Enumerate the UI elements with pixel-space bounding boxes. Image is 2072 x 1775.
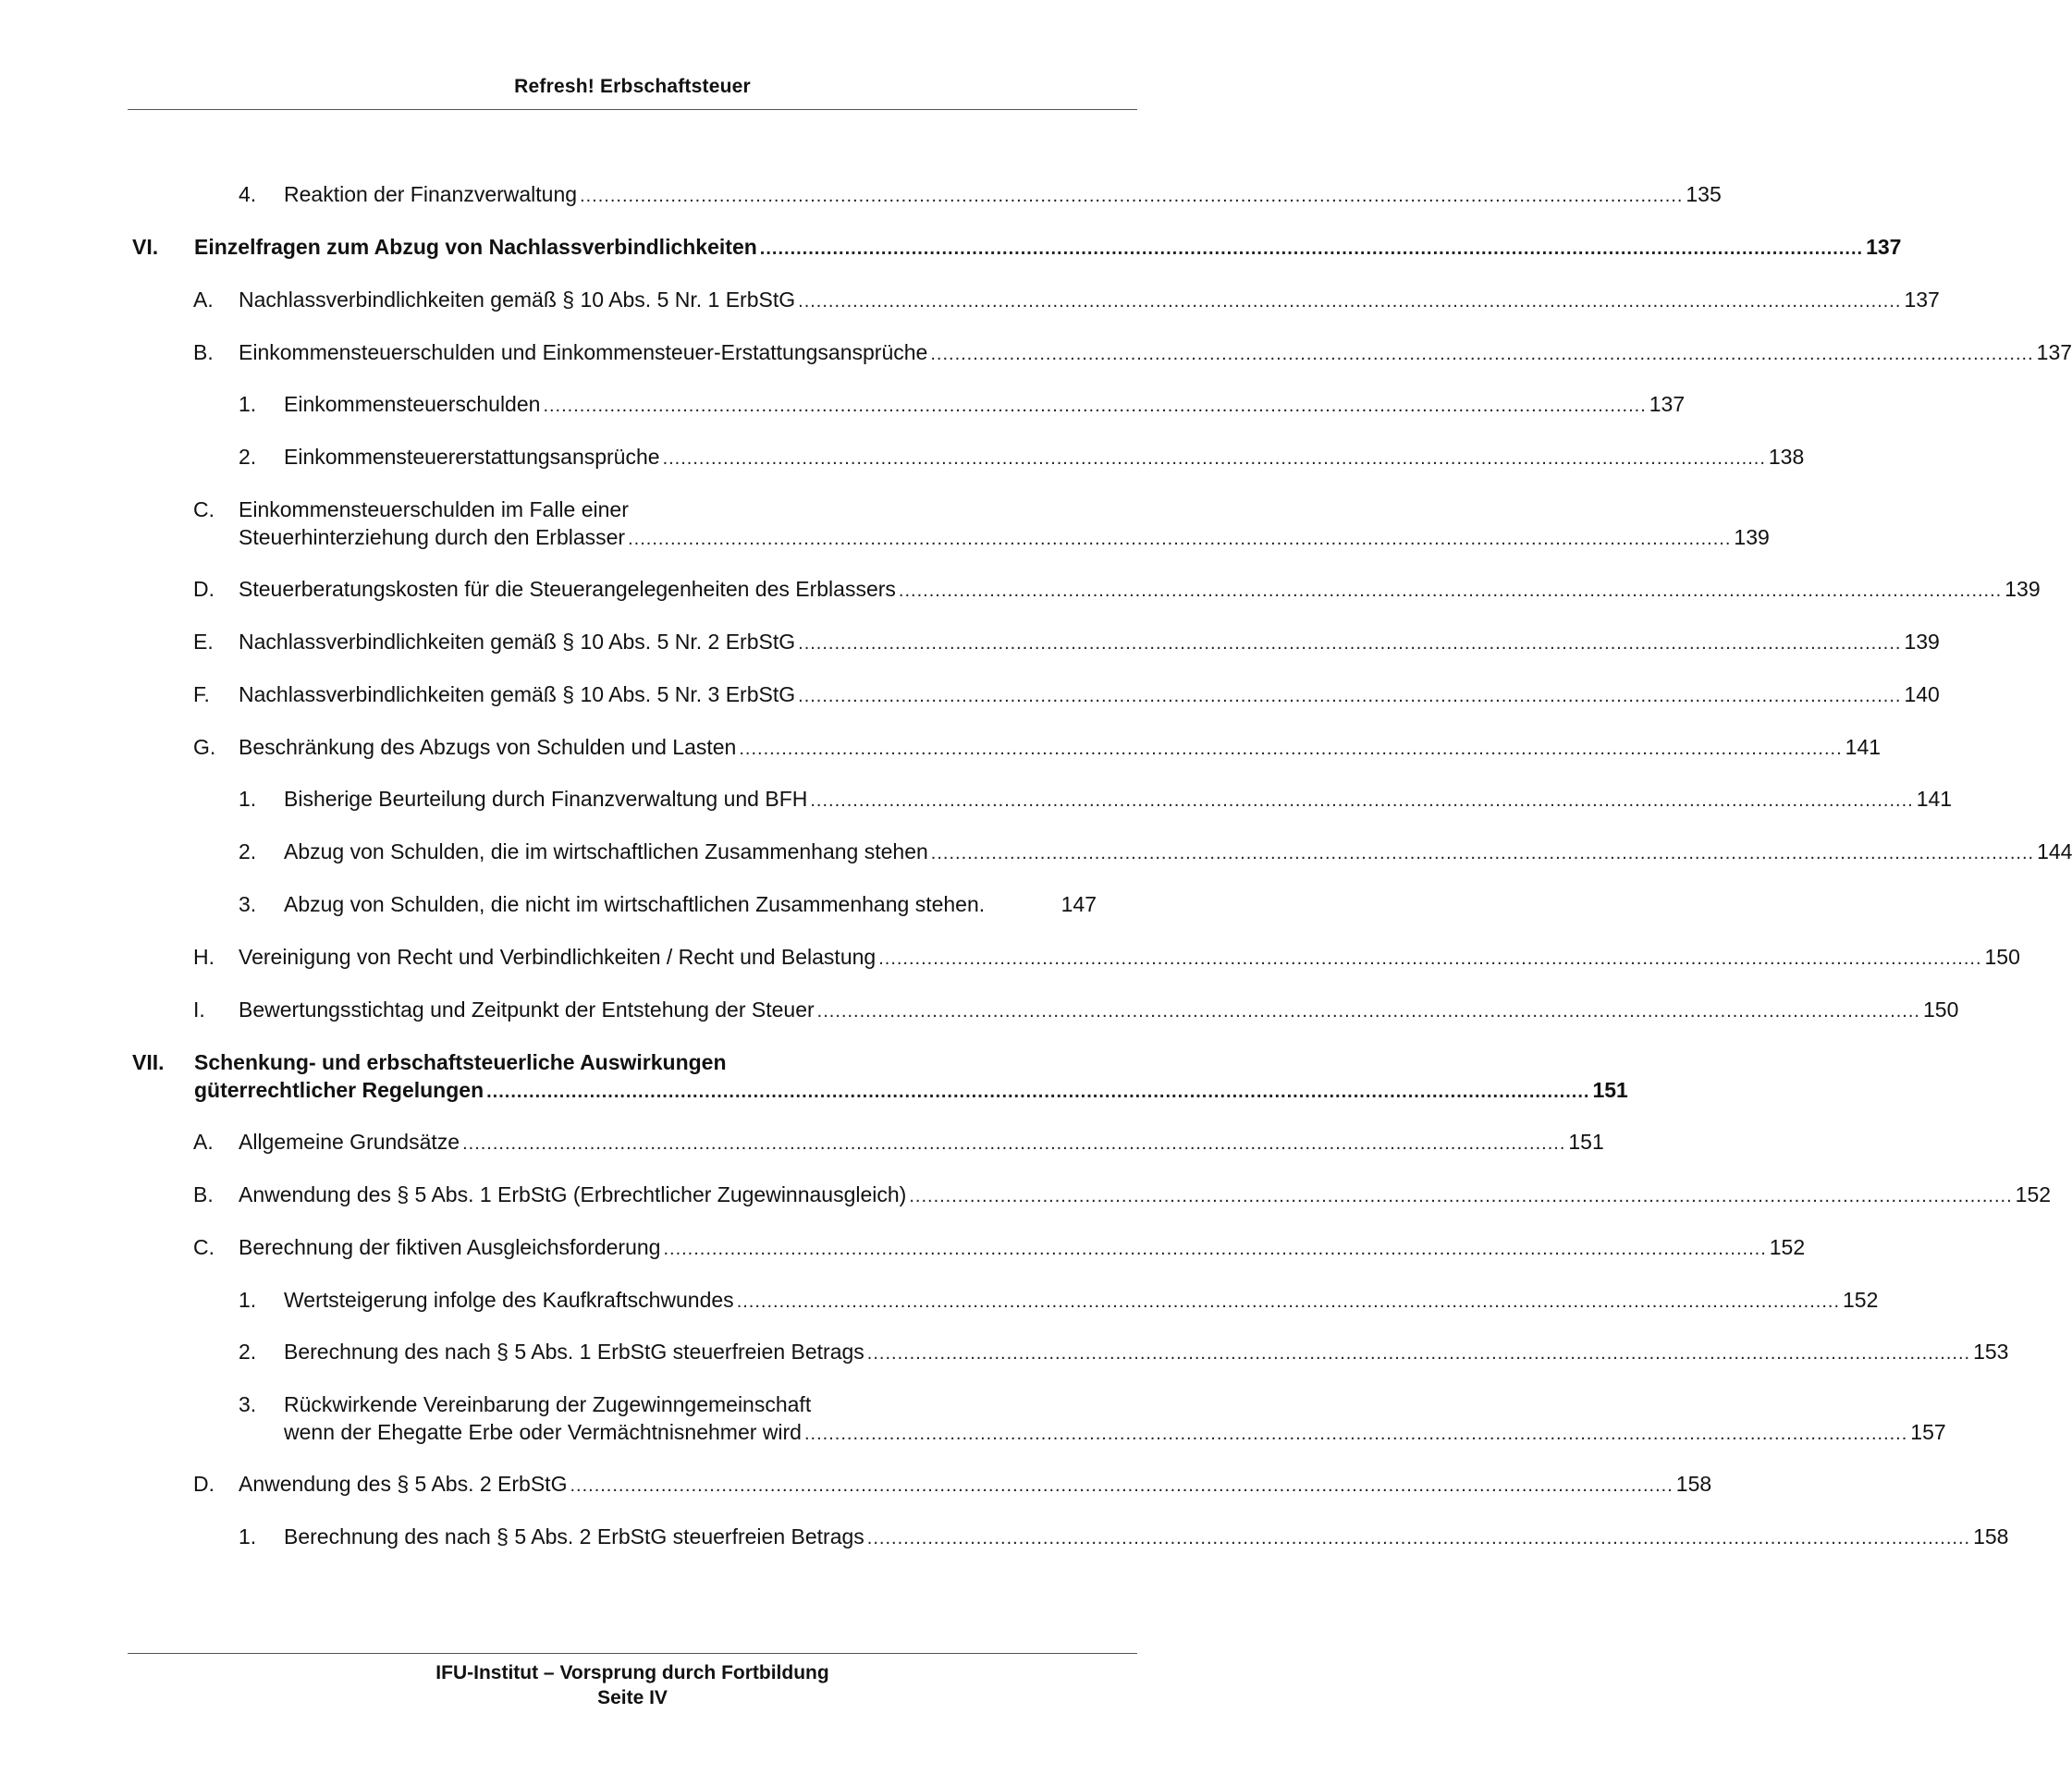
footer-institute: IFU-Institut – Vorsprung durch Fortbildung xyxy=(435,1662,829,1683)
toc-leader-dots: ...................................................................................................................................................................................... xyxy=(878,949,1982,969)
toc-entry-number: 2. xyxy=(239,1340,257,1364)
toc-entry-number: F. xyxy=(193,682,210,706)
toc-entry[interactable] xyxy=(239,443,1805,471)
toc-entry-number: VI. xyxy=(132,235,159,259)
toc-leader-dots: ...................................................................................................................................................................................... xyxy=(930,843,2035,863)
toc-entry-title: Einkommensteuerschulden und Einkommensteuer-Erstattungsansprüche xyxy=(239,340,928,364)
toc-entry-title: Berechnung der fiktiven Ausgleichsforderung xyxy=(239,1235,661,1259)
toc-leader-dots: ...................................................................................................................................................................................... xyxy=(628,529,1732,549)
toc-entry-page: 137 xyxy=(1866,235,1902,259)
toc-entry-title: Allgemeine Grundsätze xyxy=(239,1130,460,1154)
toc-entry-title: Berechnung des nach § 5 Abs. 1 ErbStG steuerfreien Betrags xyxy=(284,1340,864,1364)
toc-entry-page: 158 xyxy=(1973,1524,2009,1549)
toc-entry-page: 138 xyxy=(1768,445,1805,469)
toc-entry[interactable] xyxy=(193,1470,1712,1498)
toc-leader-dots: ...................................................................................................................................................................................... xyxy=(810,790,1914,811)
toc-entry-page: 158 xyxy=(1675,1472,1712,1496)
toc-entry-number: 1. xyxy=(239,392,257,416)
toc-entry-title: Bewertungsstichtag und Zeitpunkt der Entstehung der Steuer xyxy=(239,998,815,1022)
toc-entry-title-line1: Schenkung- und erbschaftsteuerliche Auswirkungen xyxy=(194,1050,727,1074)
toc-entry-page: 151 xyxy=(1568,1130,1604,1154)
toc-leader-dots: ...................................................................................................................................................................................... xyxy=(580,186,1684,206)
toc-entry-page: 135 xyxy=(1686,182,1722,206)
toc-entry[interactable] xyxy=(193,1128,1604,1156)
toc-entry[interactable] xyxy=(193,1181,2052,1208)
toc-leader-dots: ...................................................................................................................................................................................... xyxy=(866,1528,1971,1549)
toc-entry[interactable] xyxy=(239,890,1097,918)
toc-entry-title: Berechnung des nach § 5 Abs. 2 ErbStG steuerfreien Betrags xyxy=(284,1524,864,1549)
toc-entry-page: 152 xyxy=(2015,1182,2052,1206)
toc-entry-number: G. xyxy=(193,735,216,759)
toc-leader-dots: ...................................................................................................................................................................................... xyxy=(662,448,1766,469)
toc-entry-number: 4. xyxy=(239,182,257,206)
toc-entry-number: A. xyxy=(193,1130,214,1154)
toc-entry-number: A. xyxy=(193,288,214,312)
toc-entry-page: 151 xyxy=(1592,1078,1628,1102)
toc-leader-dots: ...................................................................................................................................................................................... xyxy=(663,1239,1767,1259)
toc-entry-number: 1. xyxy=(239,1524,257,1549)
toc-entry-page: 150 xyxy=(1922,998,1959,1022)
toc-entry-page: 137 xyxy=(2036,340,2072,364)
toc-leader-dots: ...................................................................................................................................................................................... xyxy=(798,633,1902,654)
toc-entry[interactable] xyxy=(193,496,1770,551)
toc-entry[interactable] xyxy=(193,680,1940,708)
toc-entry-number: 2. xyxy=(239,839,257,863)
toc-entry-page: 152 xyxy=(1769,1235,1806,1259)
toc-entry-number: 1. xyxy=(239,1288,257,1312)
toc-entry-title: Bisherige Beurteilung durch Finanzverwaltung und BFH xyxy=(284,787,808,811)
toc-leader-dots: ...................................................................................................................................................................................... xyxy=(570,1475,1674,1496)
toc-entry-title: Anwendung des § 5 Abs. 2 ErbStG xyxy=(239,1472,568,1496)
toc-entry-number: D. xyxy=(193,577,215,601)
toc-entry-title: Vereinigung von Recht und Verbindlichkeiten / Recht und Belastung xyxy=(239,945,877,969)
toc-leader-dots: ...................................................................................................................................................................................... xyxy=(898,581,2003,601)
toc-entry-number: 2. xyxy=(239,445,257,469)
toc-entry-page: 152 xyxy=(1843,1288,1879,1312)
toc-leader-dots: ...................................................................................................................................................................................... xyxy=(803,1424,1908,1444)
toc-entry-number: VII. xyxy=(132,1050,165,1074)
toc-entry[interactable] xyxy=(239,838,2072,865)
toc-entry[interactable] xyxy=(193,733,1882,761)
toc-entry-page: 137 xyxy=(1904,288,1940,312)
toc-leader-dots: ...................................................................................................................................................................................... xyxy=(930,344,2034,364)
toc-entry-title: Reaktion der Finanzverwaltung xyxy=(284,182,578,206)
toc-entry[interactable] xyxy=(239,180,1722,208)
toc-entry-page: 153 xyxy=(1973,1340,2009,1364)
toc-entry-page: 150 xyxy=(1984,945,2020,969)
page-header-title: Refresh! Erbschaftsteuer xyxy=(514,76,751,97)
toc-entry-title-line1: Einkommensteuerschulden im Falle einer xyxy=(239,497,629,521)
toc-entry-number: B. xyxy=(193,340,214,364)
toc-section-entry[interactable] xyxy=(132,233,1902,261)
toc-entry-page: 147 xyxy=(1061,892,1097,916)
toc-entry-number: I. xyxy=(193,998,205,1022)
toc-entry-number: B. xyxy=(193,1182,214,1206)
toc-entry[interactable] xyxy=(193,943,2020,971)
footer-page-number: Seite IV xyxy=(597,1687,668,1708)
toc-entry-number: E. xyxy=(193,630,214,654)
toc-entry-page: 139 xyxy=(2005,577,2041,601)
toc-entry-title: Nachlassverbindlichkeiten gemäß § 10 Abs. 5 Nr. 2 ErbStG xyxy=(239,630,796,654)
toc-entry-page: 157 xyxy=(1910,1420,1946,1444)
toc-entry-title: Steuerberatungskosten für die Steuerangelegenheiten des Erblassers xyxy=(239,577,896,601)
toc-entry[interactable] xyxy=(193,338,2072,366)
toc-entry[interactable] xyxy=(193,286,1940,313)
toc-entry-number: C. xyxy=(193,497,215,521)
toc-entry-title: güterrechtlicher Regelungen xyxy=(194,1078,484,1102)
toc-entry[interactable] xyxy=(239,390,1686,418)
toc-leader-dots: ...................................................................................................................................................................................... xyxy=(798,291,1902,312)
toc-leader-dots: ...................................................................................................................................................................................... xyxy=(759,239,1864,259)
toc-leader-dots: ...................................................................................................................................................................................... xyxy=(816,1001,1920,1022)
toc-entry-page: 140 xyxy=(1904,682,1940,706)
toc-entry-title: Wertsteigerung infolge des Kaufkraftschwundes xyxy=(284,1288,734,1312)
toc-entry[interactable] xyxy=(239,785,1953,813)
toc-entry-title: Anwendung des § 5 Abs. 1 ErbStG (Erbrechtlicher Zugewinnausgleich) xyxy=(239,1182,907,1206)
toc-leader-dots: ...................................................................................................................................................................................... xyxy=(866,1343,1971,1364)
toc-entry[interactable] xyxy=(239,1286,1879,1314)
toc-entry-page: 139 xyxy=(1904,630,1940,654)
toc-entry[interactable] xyxy=(193,996,1959,1023)
toc-entry-title: Abzug von Schulden, die im wirtschaftlichen Zusammenhang stehen xyxy=(284,839,928,863)
toc-leader-dots: ...................................................................................................................................................................................... xyxy=(486,1082,1590,1102)
toc-entry-title: Nachlassverbindlichkeiten gemäß § 10 Abs. 5 Nr. 1 ErbStG xyxy=(239,288,796,312)
page-footer xyxy=(128,1660,1137,1710)
toc-entry-title: Beschränkung des Abzugs von Schulden und Lasten xyxy=(239,735,737,759)
toc-entry-title-line1: Rückwirkende Vereinbarung der Zugewinngemeinschaft xyxy=(284,1392,812,1416)
toc-entry[interactable] xyxy=(193,575,2041,603)
toc-section-entry[interactable] xyxy=(132,1048,1628,1104)
toc-entry-title: Einkommensteuerschulden xyxy=(284,392,541,416)
toc-leader-dots: ...................................................................................................................................................................................... xyxy=(462,1133,1566,1154)
toc-entry-number: 3. xyxy=(239,892,257,916)
toc-leader-dots: ...................................................................................................................................................................................... xyxy=(736,1291,1840,1312)
toc-leader-dots: ...................................................................................................................................................................................... xyxy=(909,1186,2013,1206)
footer-divider xyxy=(128,1653,1137,1654)
toc-entry-title: Abzug von Schulden, die nicht im wirtschaftlichen Zusammenhang stehen. xyxy=(284,892,986,916)
toc-entry-title: wenn der Ehegatte Erbe oder Vermächtnisnehmer wird xyxy=(284,1420,802,1444)
toc-entry-page: 137 xyxy=(1649,392,1686,416)
toc-entry-page: 141 xyxy=(1916,787,1953,811)
toc-entry-title: Einzelfragen zum Abzug von Nachlassverbindlichkeiten xyxy=(194,235,757,259)
toc-entry-number: 1. xyxy=(239,787,257,811)
toc-entry-number: C. xyxy=(193,1235,215,1259)
toc-entry-number: 3. xyxy=(239,1392,257,1416)
toc-entry[interactable] xyxy=(193,1233,1806,1261)
toc-entry-page: 141 xyxy=(1845,735,1882,759)
toc-leader-dots: ...................................................................................................................................................................................... xyxy=(798,686,1902,706)
toc-leader-dots: ...................................................................................................................................................................................... xyxy=(739,739,1843,759)
toc-entry-title: Einkommensteuererstattungsansprüche xyxy=(284,445,660,469)
toc-leader-dots: ...................................................................................................................................................................................... xyxy=(543,396,1647,416)
toc-entry-page: 144 xyxy=(2037,839,2072,863)
toc-entry[interactable] xyxy=(239,1338,2009,1365)
toc-entry-number: H. xyxy=(193,945,215,969)
toc-entry-title: Nachlassverbindlichkeiten gemäß § 10 Abs. 5 Nr. 3 ErbStG xyxy=(239,682,796,706)
toc-entry-page: 139 xyxy=(1734,525,1770,549)
toc-entry-number: D. xyxy=(193,1472,215,1496)
toc-entry[interactable] xyxy=(193,628,1940,655)
toc-entry[interactable] xyxy=(239,1390,1946,1446)
toc-entry[interactable] xyxy=(239,1523,2009,1550)
toc-entry-title: Steuerhinterziehung durch den Erblasser xyxy=(239,525,626,549)
